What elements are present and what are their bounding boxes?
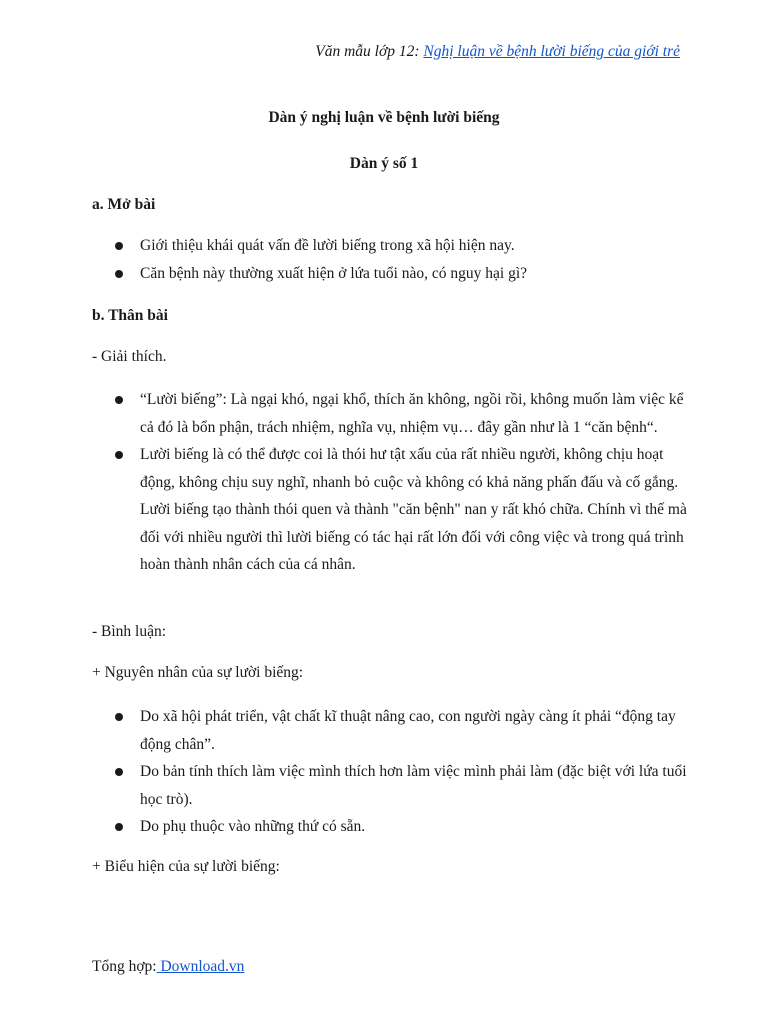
footer-prefix: Tổng hợp: xyxy=(92,958,157,975)
list-item: Do phụ thuộc vào những thứ có sẵn. xyxy=(108,813,688,841)
document-subtitle: Dàn ý số 1 xyxy=(349,155,419,172)
explain-list xyxy=(108,386,688,579)
bullet-icon xyxy=(115,270,123,278)
sign-label: + Biểu hiện của sự lười biếng: xyxy=(92,858,280,875)
page-footer xyxy=(92,958,244,976)
explain-label: - Giải thích. xyxy=(92,348,167,365)
list-item: “Lười biếng”: Là ngại khó, ngại khổ, thích ăn không, ngồi rồi, không muốn làm việc kể cả đó là bổn phận, trách nhiệm, nghĩa vụ, nhiệm vụ… đây gần như là 1 “căn bệnh“. xyxy=(108,386,688,441)
section-b-heading: b. Thân bài xyxy=(92,307,168,324)
list-item: Do xã hội phát triển, vật chất kĩ thuật nâng cao, con người ngày càng ít phải “động tay động chân”. xyxy=(108,703,688,758)
bullet-icon xyxy=(115,451,123,459)
bullet-icon xyxy=(115,713,123,721)
cause-label: + Nguyên nhân của sự lười biếng: xyxy=(92,664,304,681)
bullet-icon xyxy=(115,823,123,831)
cause-list xyxy=(108,703,688,841)
comment-label: - Bình luận: xyxy=(92,623,167,640)
list-item: Do bản tính thích làm việc mình thích hơn làm việc mình phải làm (đặc biệt với lứa tuổi học trò). xyxy=(108,758,688,813)
bullet-icon xyxy=(115,242,123,250)
header-article-link[interactable]: Nghị luận về bệnh lười biếng của giới trẻ xyxy=(423,43,680,60)
header-prefix: Văn mẫu lớp 12: xyxy=(315,43,424,60)
section-a-heading: a. Mở bài xyxy=(92,196,156,213)
list-item: Lười biếng là có thể được coi là thói hư tật xấu của rất nhiều người, không chịu hoạt động, không chịu suy nghĩ, nhanh bỏ cuộc và không có khả năng phấn đấu và cố gắng. Lười biếng tạo thành thói quen và thành "căn bệnh" nan y rất khó chữa. Chính vì thế mà đối với nhiều người thì lười biếng có tác hại rất lớn đối với công việc và trong quá trình hoàn thành nhân cách của cá nhân. xyxy=(108,441,688,579)
list-item: Căn bệnh này thường xuất hiện ở lứa tuổi nào, có nguy hại gì? xyxy=(108,260,688,288)
bullet-icon xyxy=(115,768,123,776)
document-title: Dàn ý nghị luận về bệnh lười biếng xyxy=(268,109,500,126)
bullet-icon xyxy=(115,396,123,404)
footer-source-link[interactable]: Download.vn xyxy=(156,958,245,975)
page-header xyxy=(315,43,680,61)
section-a-list xyxy=(108,232,688,287)
list-item: Giới thiệu khái quát vấn đề lười biếng trong xã hội hiện nay. xyxy=(108,232,688,260)
